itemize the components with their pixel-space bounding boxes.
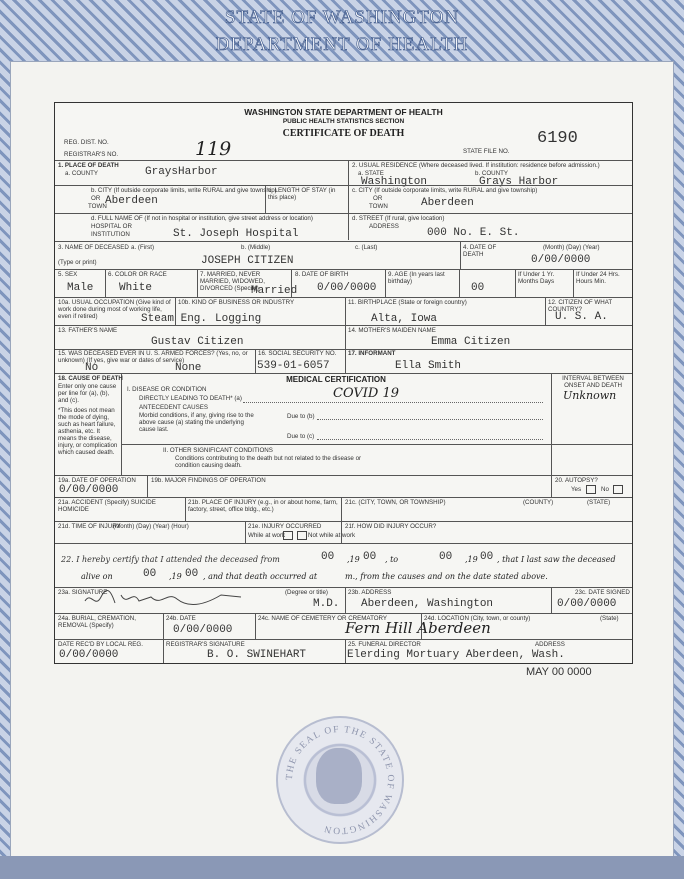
funeral-director: Elerding Mortuary Aberdeen, Wash. bbox=[347, 649, 565, 661]
signature-label: 23a. SIGNATURE bbox=[58, 589, 108, 596]
industry-label: 10b. KIND OF BUSINESS OR INDUSTRY bbox=[178, 299, 295, 306]
birthplace-label: 11. BIRTHPLACE (State or foreign country) bbox=[348, 299, 467, 306]
date-signed: 0/00/0000 bbox=[557, 598, 617, 610]
mother-label: 14. MOTHER'S MAIDEN NAME bbox=[348, 327, 436, 334]
pod-city-label: b. CITY (If outside corporate limits, write RURAL and give township) bbox=[91, 187, 277, 194]
birthplace: Alta, Iowa bbox=[371, 313, 438, 325]
physician-signature bbox=[81, 587, 251, 613]
part-2-label: II. OTHER SIGNIFICANT CONDITIONS bbox=[163, 447, 273, 454]
middle-name-label: b. (Middle) bbox=[241, 244, 271, 251]
reg-dist-label: REG. DIST. NO. bbox=[64, 139, 109, 146]
pod-county: GraysHarbor bbox=[145, 166, 218, 178]
name-label: 3. NAME OF DECEASED bbox=[58, 244, 129, 251]
disposition-label: 24a. BURIAL, CREMATION, REMOVAL (Specify) bbox=[58, 615, 136, 629]
age-label: 9. AGE (In years last birthday) bbox=[388, 271, 445, 285]
not-at-work-label: Not while at work bbox=[308, 532, 356, 539]
state-banner: STATE OF WASHINGTON bbox=[224, 7, 460, 28]
section-heading: PUBLIC HEALTH STATISTICS SECTION bbox=[282, 118, 405, 125]
under-1-yr-label: If Under 1 Yr. Months Days bbox=[518, 271, 555, 285]
certificate-title: CERTIFICATE OF DEATH bbox=[282, 128, 405, 139]
father-name: Gustav Citizen bbox=[151, 336, 244, 348]
certify-to-word: , to bbox=[385, 555, 399, 564]
informant-label: 17. INFORMANT bbox=[348, 350, 396, 357]
sex-label: 5. SEX bbox=[58, 271, 78, 278]
registrar-name: B. O. SWINEHART bbox=[207, 649, 307, 661]
burial-date-label: 24b. DATE bbox=[166, 615, 196, 622]
place-of-injury-label: 21b. PLACE OF INJURY (e.g., in or about home, farm, factory, street, office bldg., etc.) bbox=[188, 499, 338, 513]
date-of-death-label: 4. DATE OF DEATH bbox=[463, 244, 497, 258]
state-seal bbox=[276, 716, 404, 844]
pod-county-label: a. COUNTY bbox=[65, 170, 99, 177]
length-of-stay-label: c. LENGTH OF STAY (in this place) bbox=[268, 187, 336, 201]
registrar-no: 119 bbox=[195, 138, 232, 160]
armed-forces: No bbox=[85, 362, 99, 374]
operation-date: 0/00/0000 bbox=[59, 484, 119, 496]
autopsy-yes-label: Yes bbox=[571, 486, 582, 493]
at-work-checkbox[interactable] bbox=[283, 531, 293, 540]
certify-to-year: 00 bbox=[480, 551, 494, 563]
age: 00 bbox=[471, 282, 485, 294]
degree-label: (Degree or title) bbox=[285, 589, 328, 596]
registrar-no-label: REGISTRAR'S NO. bbox=[64, 151, 119, 158]
certify-19a: ,19 bbox=[347, 555, 360, 564]
institution-label: INSTITUTION bbox=[91, 231, 130, 238]
cause-footnote: *This does not mean the mode of dying, such as heart failure, asthenia, etc. It means the disease, injury, or complication which caused death. bbox=[58, 407, 118, 456]
under-24-hrs-label: If Under 24 Hrs. Hours Min. bbox=[576, 271, 620, 285]
part-2-hint: Conditions contributing to the death but not related to the disease or condition causing death. bbox=[175, 455, 362, 469]
injury-city-label: 21c. (CITY, TOWN, OR TOWNSHIP) bbox=[345, 499, 446, 506]
alive-on-year: 00 bbox=[185, 568, 199, 580]
war-service: None bbox=[175, 362, 202, 374]
certify-from: 00 bbox=[321, 551, 335, 563]
injury-occurred-label: 21e. INJURY OCCURRED bbox=[248, 523, 322, 530]
ssn-label: 16. SOCIAL SECURITY NO. bbox=[258, 350, 337, 357]
department-banner: DEPARTMENT OF HEALTH bbox=[215, 34, 469, 55]
date-of-birth: 0/00/0000 bbox=[317, 282, 377, 294]
physician-address: Aberdeen, Washington bbox=[361, 598, 494, 610]
part-1-label: I. DISEASE OR CONDITION bbox=[127, 386, 207, 393]
death-certificate-form bbox=[54, 102, 633, 664]
type-or-print-hint: (Type or print) bbox=[58, 259, 97, 266]
date-received-label: DATE REC'D BY LOCAL REG. bbox=[58, 641, 143, 648]
cemetery-handwritten: Fern Hill Aberdeen bbox=[345, 619, 491, 637]
date-signed-label: 23c. DATE SIGNED bbox=[575, 589, 630, 596]
time-parts-label: (Month) (Day) (Year) (Hour) bbox=[113, 523, 189, 530]
cause-hint: Enter only one cause per line for (a), (b), and (c). bbox=[58, 383, 117, 404]
race-label: 6. COLOR OR RACE bbox=[108, 271, 167, 278]
res-town-label: TOWN bbox=[369, 203, 388, 210]
burial-date: 0/00/0000 bbox=[173, 624, 233, 636]
ssn: 539-01-6057 bbox=[257, 360, 330, 372]
occupation-label: 10a. USUAL OCCUPATION (Give kind of work done during most of working life, even if retired) bbox=[58, 299, 171, 320]
alive-on-text: alive on bbox=[81, 572, 113, 581]
not-at-work-checkbox[interactable] bbox=[297, 531, 307, 540]
industry: Logging bbox=[215, 313, 262, 325]
armed-forces-label: 15. WAS DECEASED EVER IN U. S. ARMED FORCES? (Yes, no, or unknown) (If yes, give war or dates of service) bbox=[58, 350, 248, 364]
due-to-c-label: Due to (c) bbox=[287, 433, 315, 440]
autopsy-label: 20. AUTOPSY? bbox=[555, 477, 598, 484]
dob-label: 8. DATE OF BIRTH bbox=[295, 271, 349, 278]
res-state: Washington bbox=[361, 176, 428, 188]
pod-town-label: TOWN bbox=[88, 203, 107, 210]
date-of-death: 0/00/0000 bbox=[531, 254, 591, 266]
res-street: 000 No. E. St. bbox=[427, 227, 520, 239]
cemetery-state-label: (State) bbox=[600, 615, 619, 622]
state-file-no: 6190 bbox=[537, 129, 578, 148]
received-stamp: MAY 00 0000 bbox=[526, 666, 592, 678]
date-parts-label: (Month) (Day) (Year) bbox=[543, 244, 600, 251]
autopsy-no-label: No bbox=[601, 486, 609, 493]
injury-county-label: (COUNTY) bbox=[523, 499, 554, 506]
how-injury-label: 21f. HOW DID INJURY OCCUR? bbox=[345, 523, 437, 530]
directly-leading-label: DIRECTLY LEADING TO DEATH* (a) bbox=[139, 395, 242, 402]
hospital-name: St. Joseph Hospital bbox=[173, 228, 299, 240]
certify-to: 00 bbox=[439, 551, 453, 563]
date-received: 0/00/0000 bbox=[59, 649, 119, 661]
occupation: Steam Eng. bbox=[141, 313, 208, 325]
first-name-label: a. (First) bbox=[131, 244, 155, 251]
cause-a: COVID 19 bbox=[333, 386, 399, 401]
pod-or-label: OR bbox=[91, 195, 101, 202]
findings-label: 19b. MAJOR FINDINGS OF OPERATION bbox=[151, 477, 266, 484]
medical-certification-title: MEDICAL CERTIFICATION bbox=[286, 375, 386, 384]
degree: M.D. bbox=[313, 598, 340, 610]
cemetery-location-label: 24d. LOCATION (City, town, or county) bbox=[424, 615, 531, 622]
hospital-or-label: HOSPITAL OR bbox=[91, 223, 132, 230]
place-of-death-label: 1. PLACE OF DEATH bbox=[58, 162, 119, 169]
mother-name: Emma Citizen bbox=[431, 336, 511, 348]
injury-state-label: (STATE) bbox=[587, 499, 611, 506]
at-work-label: While at work bbox=[248, 532, 286, 539]
department-heading: WASHINGTON STATE DEPARTMENT OF HEALTH bbox=[244, 107, 443, 117]
res-state-label: a. STATE bbox=[358, 170, 384, 177]
morbid-hint: Morbid conditions, if any, giving rise to the above cause (a) stating the underlying cause last. bbox=[139, 412, 254, 433]
residence-label: 2. USUAL RESIDENCE (Where deceased lived. If institution: residence before admission.) bbox=[352, 162, 600, 169]
marital-label: 7. MARRIED, NEVER MARRIED, WIDOWED, DIVORCED (Specify) bbox=[200, 271, 265, 292]
res-city-label: c. CITY (If outside corporate limits, write RURAL and give township) bbox=[352, 187, 538, 194]
autopsy-yes-checkbox[interactable] bbox=[586, 485, 596, 494]
autopsy-no-checkbox[interactable] bbox=[613, 485, 623, 494]
time-of-injury-label: 21d. TIME OF INJURY bbox=[58, 523, 121, 530]
certify-19c: ,19 bbox=[169, 572, 182, 581]
security-border-strip bbox=[0, 856, 684, 879]
certify-from-year: 00 bbox=[363, 551, 377, 563]
pod-city: Aberdeen bbox=[105, 195, 158, 207]
cemetery-label: 24c. NAME OF CEMETERY OR CREMATORY bbox=[258, 615, 388, 622]
alive-on-value: 00 bbox=[143, 568, 157, 580]
sex: Male bbox=[67, 282, 94, 294]
physician-address-label: 23b. ADDRESS bbox=[348, 589, 392, 596]
citizenship: U. S. A. bbox=[555, 311, 608, 323]
interval: Unknown bbox=[563, 389, 617, 402]
funeral-address-label: ADDRESS bbox=[535, 641, 565, 648]
certify-text-start: 22. I hereby certify that I attended the deceased from bbox=[61, 555, 280, 564]
address-label: ADDRESS bbox=[369, 223, 399, 230]
res-city: Aberdeen bbox=[421, 197, 474, 209]
interval-label: INTERVAL BETWEEN ONSET AND DEATH bbox=[562, 375, 624, 389]
father-label: 13. FATHER'S NAME bbox=[58, 327, 118, 334]
certify-text-end: , that I last saw the deceased bbox=[497, 555, 616, 564]
citizen-label: 12. CITIZEN OF WHAT COUNTRY? bbox=[548, 299, 613, 313]
res-or-label: OR bbox=[373, 195, 383, 202]
accident-label: 21a. ACCIDENT (Specify) SUICIDE HOMICIDE bbox=[58, 499, 156, 513]
svg-text:THE SEAL OF THE STATE OF WASHI: THE SEAL OF THE STATE OF WASHINGTON bbox=[284, 724, 396, 836]
funeral-director-label: 25. FUNERAL DIRECTOR bbox=[348, 641, 421, 648]
antecedent-label: ANTECEDENT CAUSES bbox=[139, 404, 208, 411]
informant: Ella Smith bbox=[395, 360, 462, 372]
res-county: Grays Harbor bbox=[479, 176, 559, 188]
registrar-signature-label: REGISTRAR'S SIGNATURE bbox=[166, 641, 245, 648]
deceased-name: JOSEPH CITIZEN bbox=[201, 255, 294, 267]
cause-of-death-label: 18. CAUSE OF DEATH bbox=[58, 375, 123, 382]
certify-19b: ,19 bbox=[465, 555, 478, 564]
res-county-label: b. COUNTY bbox=[475, 170, 509, 177]
hospital-label: d. FULL NAME OF (If not in hospital or institution, give street address or location) bbox=[91, 215, 313, 222]
street-label: d. STREET (If rural, give location) bbox=[352, 215, 445, 222]
operation-date-label: 19a. DATE OF OPERATION bbox=[58, 477, 136, 484]
seal-ring-text bbox=[278, 718, 402, 842]
state-file-label: STATE FILE NO. bbox=[463, 148, 510, 155]
race: White bbox=[119, 282, 153, 294]
certify-closing-text: m., from the causes and on the date stated above. bbox=[345, 572, 548, 581]
due-to-b-label: Due to (b) bbox=[287, 413, 315, 420]
last-name-label: c. (Last) bbox=[355, 244, 378, 251]
death-occurred-text: , and that death occurred at bbox=[203, 572, 318, 581]
marital-status: Married bbox=[251, 285, 298, 297]
